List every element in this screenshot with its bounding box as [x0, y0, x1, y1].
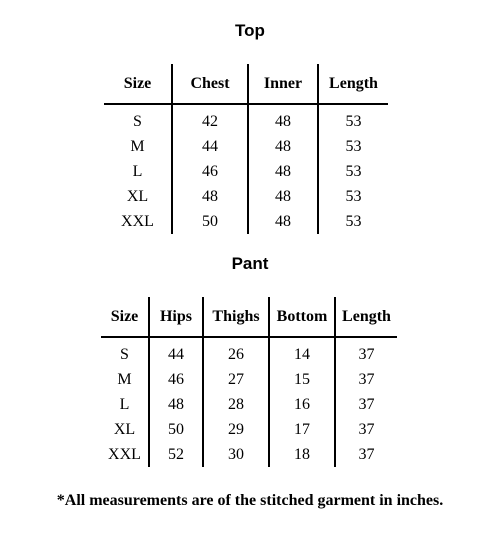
column-header-length: Length	[335, 297, 397, 337]
table-cell: XXL	[121, 212, 154, 230]
table-cell: M	[117, 370, 132, 388]
table-cell: 37	[335, 442, 397, 467]
table-cell: 48	[248, 184, 318, 209]
table-cell: 48	[248, 134, 318, 159]
table-cell: S	[120, 345, 129, 363]
table-cell: 48	[248, 209, 318, 234]
table-cell: 46	[149, 367, 203, 392]
table-row	[104, 134, 388, 159]
table-cell: XL	[113, 420, 136, 438]
table-cell: 18	[269, 442, 335, 467]
table-cell: 53	[318, 209, 388, 234]
table-cell: 48	[248, 104, 318, 134]
column-header-hips: Hips	[149, 297, 203, 337]
table-cell: 30	[203, 442, 269, 467]
column-header-size: Size	[123, 74, 152, 92]
table-cell: 37	[335, 367, 397, 392]
column-header-thighs: Thighs	[203, 297, 269, 337]
top-size-chart-title: Top	[235, 21, 265, 40]
table-cell: XXL	[108, 445, 141, 463]
table-cell: 53	[318, 159, 388, 184]
table-row	[104, 104, 388, 134]
table-cell: 37	[335, 337, 397, 367]
table-cell: 53	[318, 134, 388, 159]
pant-size-chart-title: Pant	[231, 254, 269, 273]
table-cell: M	[130, 137, 145, 155]
table-cell: 17	[269, 417, 335, 442]
table-cell: 16	[269, 392, 335, 417]
table-row	[101, 337, 397, 367]
table-cell: L	[132, 162, 143, 180]
column-header-inner: Inner	[248, 64, 318, 104]
table-cell: 50	[172, 209, 248, 234]
table-cell: 44	[149, 337, 203, 367]
table-cell: 14	[269, 337, 335, 367]
table-cell: 48	[149, 392, 203, 417]
table-cell: L	[119, 395, 130, 413]
table-cell: 48	[172, 184, 248, 209]
table-cell: 46	[172, 159, 248, 184]
top-size-table	[104, 64, 388, 234]
table-row	[104, 159, 388, 184]
table-cell: 52	[149, 442, 203, 467]
column-header-bottom: Bottom	[269, 297, 335, 337]
table-cell: 27	[203, 367, 269, 392]
column-header-size: Size	[110, 307, 139, 325]
table-row	[104, 184, 388, 209]
table-cell: 15	[269, 367, 335, 392]
table-row	[101, 417, 397, 442]
table-header-row	[104, 64, 388, 104]
table-cell: 50	[149, 417, 203, 442]
table-row	[101, 442, 397, 467]
measurement-footnote: *All measurements are of the stitched garment in inches.	[56, 492, 444, 509]
table-cell: 29	[203, 417, 269, 442]
table-cell: 37	[335, 392, 397, 417]
column-header-length: Length	[318, 64, 388, 104]
table-row	[101, 392, 397, 417]
table-cell: 37	[335, 417, 397, 442]
table-header-row	[101, 297, 397, 337]
table-cell: 48	[248, 159, 318, 184]
table-cell: 26	[203, 337, 269, 367]
table-cell: 28	[203, 392, 269, 417]
table-cell: XL	[126, 187, 149, 205]
table-row	[101, 367, 397, 392]
table-cell: 53	[318, 184, 388, 209]
table-row	[104, 209, 388, 234]
column-header-chest: Chest	[172, 64, 248, 104]
table-cell: S	[133, 112, 142, 130]
table-cell: 53	[318, 104, 388, 134]
table-cell: 44	[172, 134, 248, 159]
pant-size-table	[101, 297, 397, 467]
table-cell: 42	[172, 104, 248, 134]
